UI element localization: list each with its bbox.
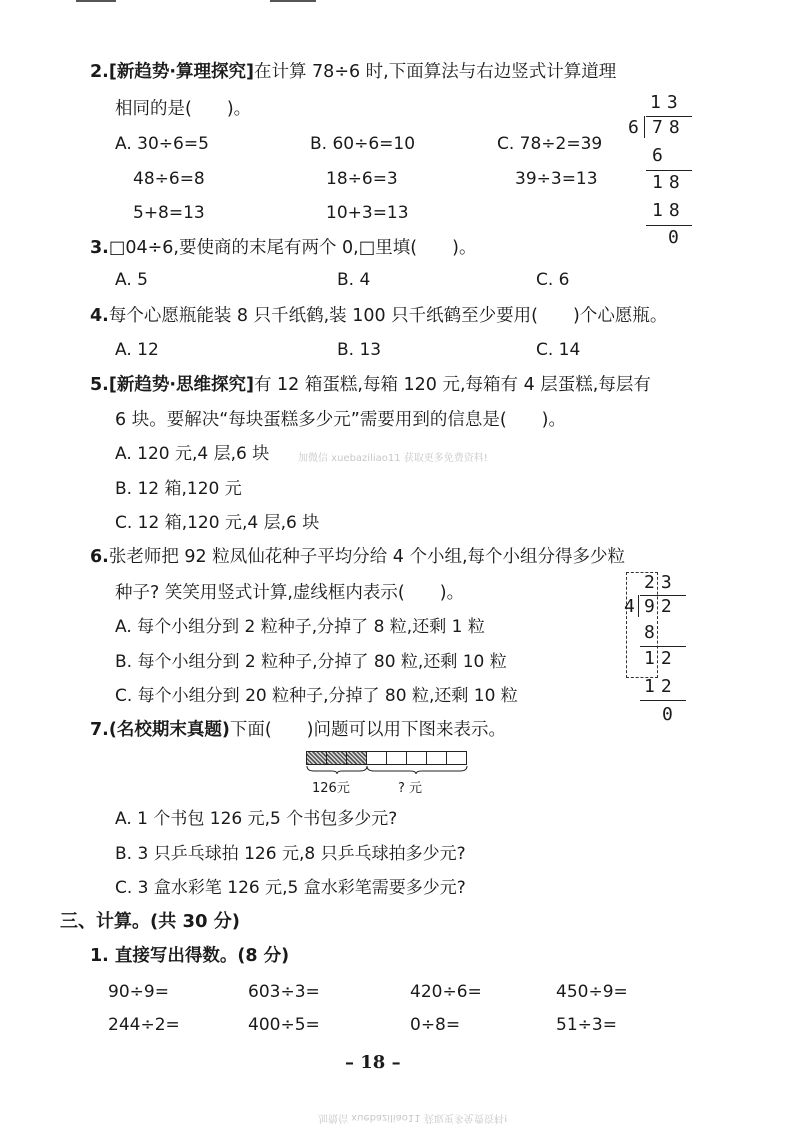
q6-step1: 8 [644, 622, 655, 643]
blank-cell [406, 751, 427, 765]
watermark-text-mirrored: 加微信 xuebaziliao11 获取更多免费资料! [318, 1112, 508, 1123]
q7-tape-diagram [306, 751, 470, 796]
hatched-cell [346, 751, 367, 765]
q5-option-c: C. 12 箱,120 元,4 层,6 块 [115, 513, 320, 533]
calc-item: 51÷3= [556, 1015, 617, 1035]
q6-remainder1: 12 [644, 648, 678, 669]
q4-option-a: A. 12 [115, 340, 159, 360]
q3-option-c: C. 6 [536, 270, 570, 290]
section-3-title: 三、计算。(共 30 分) [60, 911, 241, 932]
q2-option-a: A. 30÷6=5 [115, 134, 209, 154]
q2-stem-line2: 相同的是( )。 [115, 99, 252, 119]
q7-right-label: ? 元 [398, 781, 423, 796]
q4-option-c: C. 14 [536, 340, 581, 360]
q2-long-division [620, 90, 700, 250]
q6-option-a: A. 每个小组分到 2 粒种子,分掉了 8 粒,还剩 1 粒 [115, 617, 485, 637]
calc-item: 244÷2= [108, 1015, 180, 1035]
q5-stem-line1: 5.[新趋势·思维探究]有 12 箱蛋糕,每箱 120 元,每箱有 4 层蛋糕,每层有 [90, 375, 651, 395]
blank-cell [426, 751, 447, 765]
section-3-sub1: 1. 直接写出得数。(8 分) [90, 946, 290, 966]
q2-option-b-step2: 18÷6=3 [326, 169, 398, 189]
calc-item: 420÷6= [410, 982, 482, 1002]
calc-item: 400÷5= [248, 1015, 320, 1035]
calc-item: 450÷9= [556, 982, 628, 1002]
q7-option-b: B. 3 只乒乓球拍 126 元,8 只乒乓球拍多少元? [115, 844, 466, 864]
q2-option-c: C. 78÷2=39 [497, 134, 603, 154]
calc-item: 0÷8= [410, 1015, 461, 1035]
watermark-text: 加微信 xuebaziliao11 获取更多免费资料! [298, 453, 488, 464]
q5-stem-line2: 6 块。要解决“每块蛋糕多少元”需要用到的信息是( )。 [115, 410, 566, 430]
q4-option-b: B. 13 [337, 340, 382, 360]
q6-dividend: 92 [644, 596, 678, 617]
q2-dividend: 78 [652, 117, 686, 138]
q2-quotient: 13 [650, 92, 684, 113]
q3-option-a: A. 5 [115, 270, 148, 290]
top-edge-mark [76, 0, 116, 2]
q2-step1: 6 [652, 145, 663, 166]
q3-stem: 3.□04÷6,要使商的末尾有两个 0,□里填( )。 [90, 238, 477, 258]
q6-option-c: C. 每个小组分到 20 粒种子,分掉了 80 粒,还剩 10 粒 [115, 686, 518, 706]
q6-long-division [620, 568, 700, 728]
q2-final: 0 [668, 227, 679, 248]
q2-option-b: B. 60÷6=10 [310, 134, 416, 154]
q6-stem-line1: 6.张老师把 92 粒凤仙花种子平均分给 4 个小组,每个小组分得多少粒 [90, 547, 626, 567]
q2-step2: 18 [652, 200, 686, 221]
q7-option-a: A. 1 个书包 126 元,5 个书包多少元? [115, 809, 398, 829]
hatched-cell [326, 751, 347, 765]
brace-icon [306, 765, 470, 775]
q2-remainder1: 18 [652, 172, 686, 193]
q6-stem-line2: 种子? 笑笑用竖式计算,虚线框内表示( )。 [115, 583, 465, 603]
q4-stem: 4.每个心愿瓶能装 8 只千纸鹤,装 100 只千纸鹤至少要用( )个心愿瓶。 [90, 306, 668, 326]
q2-stem-line1: 2.[新趋势·算理探究]在计算 78÷6 时,下面算法与右边竖式计算道理 [90, 62, 617, 82]
q7-stem: 7.(名校期末真题)下面( )问题可以用下图来表示。 [90, 720, 506, 740]
q3-option-b: B. 4 [337, 270, 371, 290]
q2-option-a-step2: 48÷6=8 [133, 169, 205, 189]
q7-option-c: C. 3 盒水彩笔 126 元,5 盒水彩笔需要多少元? [115, 878, 466, 898]
top-edge-mark [270, 0, 316, 2]
q6-divisor: 4 [624, 596, 635, 617]
q7-left-label: 126元 [312, 781, 350, 796]
q6-option-b: B. 每个小组分到 2 粒种子,分掉了 80 粒,还剩 10 粒 [115, 652, 507, 672]
blank-cell [386, 751, 407, 765]
page-number: – 18 – [345, 1052, 401, 1073]
q2-option-a-step3: 5+8=13 [133, 203, 205, 223]
q5-option-a: A. 120 元,4 层,6 块 [115, 444, 270, 464]
q2-option-b-step3: 10+3=13 [326, 203, 409, 223]
blank-cell [366, 751, 387, 765]
blank-cell [446, 751, 467, 765]
calc-item: 603÷3= [248, 982, 320, 1002]
q6-step2: 12 [644, 676, 678, 697]
q5-option-b: B. 12 箱,120 元 [115, 479, 242, 499]
calc-item: 90÷9= [108, 982, 169, 1002]
q2-option-c-step2: 39÷3=13 [515, 169, 598, 189]
q6-final: 0 [662, 704, 673, 725]
hatched-cell [306, 751, 327, 765]
q2-divisor: 6 [628, 117, 639, 138]
q6-quotient: 23 [644, 572, 678, 593]
